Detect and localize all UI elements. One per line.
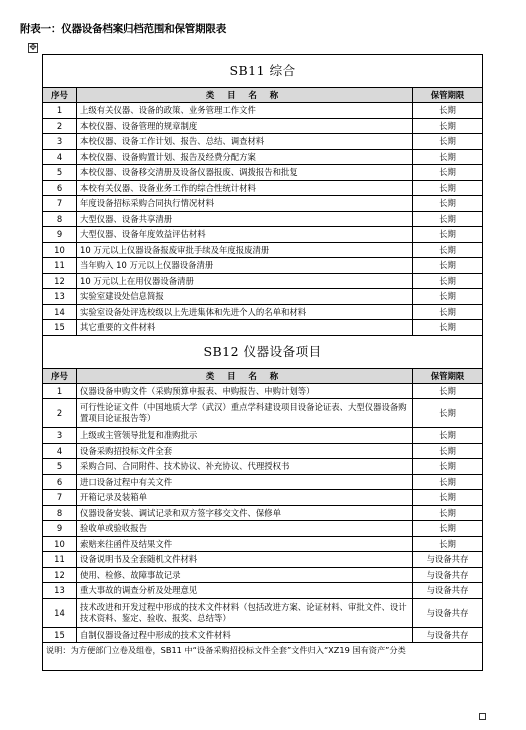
table-row — [43, 474, 483, 490]
row-retention-period: 与设备共存 — [413, 598, 483, 627]
row-retention-period: 长期 — [413, 149, 483, 165]
archive-retention-table — [42, 54, 483, 671]
table-row — [43, 536, 483, 552]
row-number: 15 — [43, 320, 77, 336]
row-retention-period: 长期 — [413, 536, 483, 552]
row-category-name: 本校仪器、设备移交清册及设备仪器报废、调拨报告和批复 — [77, 165, 413, 181]
row-retention-period: 长期 — [413, 289, 483, 305]
row-retention-period: 长期 — [413, 399, 483, 428]
row-number: 7 — [43, 196, 77, 212]
row-retention-period: 与设备共存 — [413, 627, 483, 643]
row-category-name: 设备采购招投标文件全套 — [77, 443, 413, 459]
row-number: 1 — [43, 383, 77, 399]
row-category-name: 采购合同、合同附件、技术协议、补充协议、代理授权书 — [77, 459, 413, 475]
table-row — [43, 583, 483, 599]
row-retention-period: 长期 — [413, 180, 483, 196]
row-category-name: 实验室设备处评选校级以上先进集体和先进个人的名单和材料 — [77, 304, 413, 320]
row-category-name: 当年购入 10 万元以上仪器设备清册 — [77, 258, 413, 274]
row-category-name: 技术改进和开发过程中形成的技术文件材料（包括改进方案、论证材料、审批文件、设计技术资料、鉴定、验收、报奖、总结等） — [77, 598, 413, 627]
table-row — [43, 103, 483, 119]
section-title: SB12 仪器设备项目 — [43, 335, 483, 368]
row-category-name: 实验室建设处信息简报 — [77, 289, 413, 305]
row-retention-period: 长期 — [413, 474, 483, 490]
row-category-name: 上级有关仪器、设备的政策、业务管理工作文件 — [77, 103, 413, 119]
row-category-name: 大型仪器、设备共享清册 — [77, 211, 413, 227]
row-retention-period: 长期 — [413, 242, 483, 258]
row-retention-period: 长期 — [413, 428, 483, 444]
column-header-row — [43, 368, 483, 383]
row-number: 6 — [43, 474, 77, 490]
column-header-name: 类 目 名 称 — [77, 368, 413, 383]
row-number: 9 — [43, 521, 77, 537]
table-row — [43, 383, 483, 399]
table-row — [43, 149, 483, 165]
row-number: 15 — [43, 627, 77, 643]
table-row — [43, 118, 483, 134]
row-retention-period: 长期 — [413, 227, 483, 243]
row-number: 14 — [43, 304, 77, 320]
table-row — [43, 505, 483, 521]
section-title: SB11 综合 — [43, 55, 483, 88]
table-resize-handle-icon[interactable] — [479, 713, 486, 720]
table-row — [43, 399, 483, 428]
row-category-name: 本校有关仪器、设备业务工作的综合性统计材料 — [77, 180, 413, 196]
row-number: 2 — [43, 118, 77, 134]
table-row — [43, 227, 483, 243]
row-number: 13 — [43, 289, 77, 305]
row-retention-period: 长期 — [413, 165, 483, 181]
note-row — [43, 643, 483, 671]
row-number: 6 — [43, 180, 77, 196]
table-note: 说明：为方便部门立卷及组卷，SB11 中“设备采购招投标文件全套”文件归入“XZ19 国有资产”分类 — [43, 643, 483, 671]
table-row — [43, 180, 483, 196]
row-category-name: 年度设备招标采购合同执行情况材料 — [77, 196, 413, 212]
row-retention-period: 长期 — [413, 196, 483, 212]
table-row — [43, 320, 483, 336]
table-row — [43, 273, 483, 289]
row-number: 10 — [43, 536, 77, 552]
row-category-name: 仪器设备安装、调试记录和双方签字移交文件、保修单 — [77, 505, 413, 521]
row-category-name: 开箱记录及装箱单 — [77, 490, 413, 506]
row-category-name: 重大事故的调查分析及处理意见 — [77, 583, 413, 599]
table-row — [43, 289, 483, 305]
row-retention-period: 长期 — [413, 134, 483, 150]
column-header-row — [43, 88, 483, 103]
table-row — [43, 165, 483, 181]
row-retention-period: 长期 — [413, 304, 483, 320]
row-number: 10 — [43, 242, 77, 258]
table-row — [43, 459, 483, 475]
table-row — [43, 211, 483, 227]
row-category-name: 进口设备过程中有关文件 — [77, 474, 413, 490]
row-retention-period: 长期 — [413, 273, 483, 289]
row-category-name: 验收单或验收报告 — [77, 521, 413, 537]
row-category-name: 大型仪器、设备年度效益评估材料 — [77, 227, 413, 243]
table-row — [43, 598, 483, 627]
table-row — [43, 258, 483, 274]
section-title-row — [43, 55, 483, 88]
row-number: 11 — [43, 258, 77, 274]
table-row — [43, 521, 483, 537]
row-retention-period: 长期 — [413, 459, 483, 475]
table-row — [43, 428, 483, 444]
row-category-name: 10 万元以上仪器设备报废审批手续及年度报废清册 — [77, 242, 413, 258]
row-category-name: 本校仪器、设备管理的规章制度 — [77, 118, 413, 134]
table-row — [43, 304, 483, 320]
table-row — [43, 490, 483, 506]
row-retention-period: 长期 — [413, 118, 483, 134]
table-row — [43, 134, 483, 150]
row-category-name: 自制仪器设备过程中形成的技术文件材料 — [77, 627, 413, 643]
table-move-handle-icon[interactable]: ✥ — [29, 43, 37, 53]
row-retention-period: 与设备共存 — [413, 552, 483, 568]
row-retention-period: 长期 — [413, 505, 483, 521]
column-header-period: 保管期限 — [413, 88, 483, 103]
row-retention-period: 长期 — [413, 103, 483, 119]
row-number: 5 — [43, 165, 77, 181]
row-number: 4 — [43, 149, 77, 165]
row-retention-period: 长期 — [413, 320, 483, 336]
row-number: 3 — [43, 428, 77, 444]
table-row — [43, 552, 483, 568]
row-number: 2 — [43, 399, 77, 428]
row-number: 5 — [43, 459, 77, 475]
column-header-name: 类 目 名 称 — [77, 88, 413, 103]
row-category-name: 本校仪器、设备购置计划、报告及经费分配方案 — [77, 149, 413, 165]
row-category-name: 可行性论证文件（中国地质大学（武汉）重点学科建设项目设备论证表、大型仪器设备购置项目论证报告等） — [77, 399, 413, 428]
column-header-no: 序号 — [43, 88, 77, 103]
row-category-name: 设备说明书及全套随机文件材料 — [77, 552, 413, 568]
row-category-name: 10 万元以上在用仪器设备清册 — [77, 273, 413, 289]
table-row — [43, 242, 483, 258]
row-category-name: 索赔来往函件及结果文件 — [77, 536, 413, 552]
row-number: 1 — [43, 103, 77, 119]
table-row — [43, 567, 483, 583]
row-retention-period: 长期 — [413, 258, 483, 274]
row-retention-period: 长期 — [413, 211, 483, 227]
table-row — [43, 443, 483, 459]
row-retention-period: 长期 — [413, 521, 483, 537]
row-category-name: 上级或主管领导批复和准购批示 — [77, 428, 413, 444]
row-retention-period: 长期 — [413, 443, 483, 459]
table-row — [43, 196, 483, 212]
column-header-no: 序号 — [43, 368, 77, 383]
row-number: 13 — [43, 583, 77, 599]
row-category-name: 仪器设备申购文件（采购预算申报表、申购报告、申购计划等） — [77, 383, 413, 399]
column-header-period: 保管期限 — [413, 368, 483, 383]
row-category-name: 本校仪器、设备工作计划、报告、总结、调查材料 — [77, 134, 413, 150]
section-title-row — [43, 335, 483, 368]
row-number: 9 — [43, 227, 77, 243]
row-retention-period: 长期 — [413, 490, 483, 506]
page-title: 附表一：仪器设备档案归档范围和保管期限表 — [20, 23, 226, 35]
row-retention-period: 与设备共存 — [413, 567, 483, 583]
row-number: 8 — [43, 505, 77, 521]
row-retention-period: 长期 — [413, 383, 483, 399]
row-number: 8 — [43, 211, 77, 227]
row-number: 4 — [43, 443, 77, 459]
row-category-name: 其它重要的文件材料 — [77, 320, 413, 336]
row-number: 7 — [43, 490, 77, 506]
row-number: 12 — [43, 567, 77, 583]
row-number: 11 — [43, 552, 77, 568]
table-row — [43, 627, 483, 643]
row-number: 14 — [43, 598, 77, 627]
row-number: 3 — [43, 134, 77, 150]
row-number: 12 — [43, 273, 77, 289]
row-category-name: 使用、检修、故障事故记录 — [77, 567, 413, 583]
row-retention-period: 与设备共存 — [413, 583, 483, 599]
